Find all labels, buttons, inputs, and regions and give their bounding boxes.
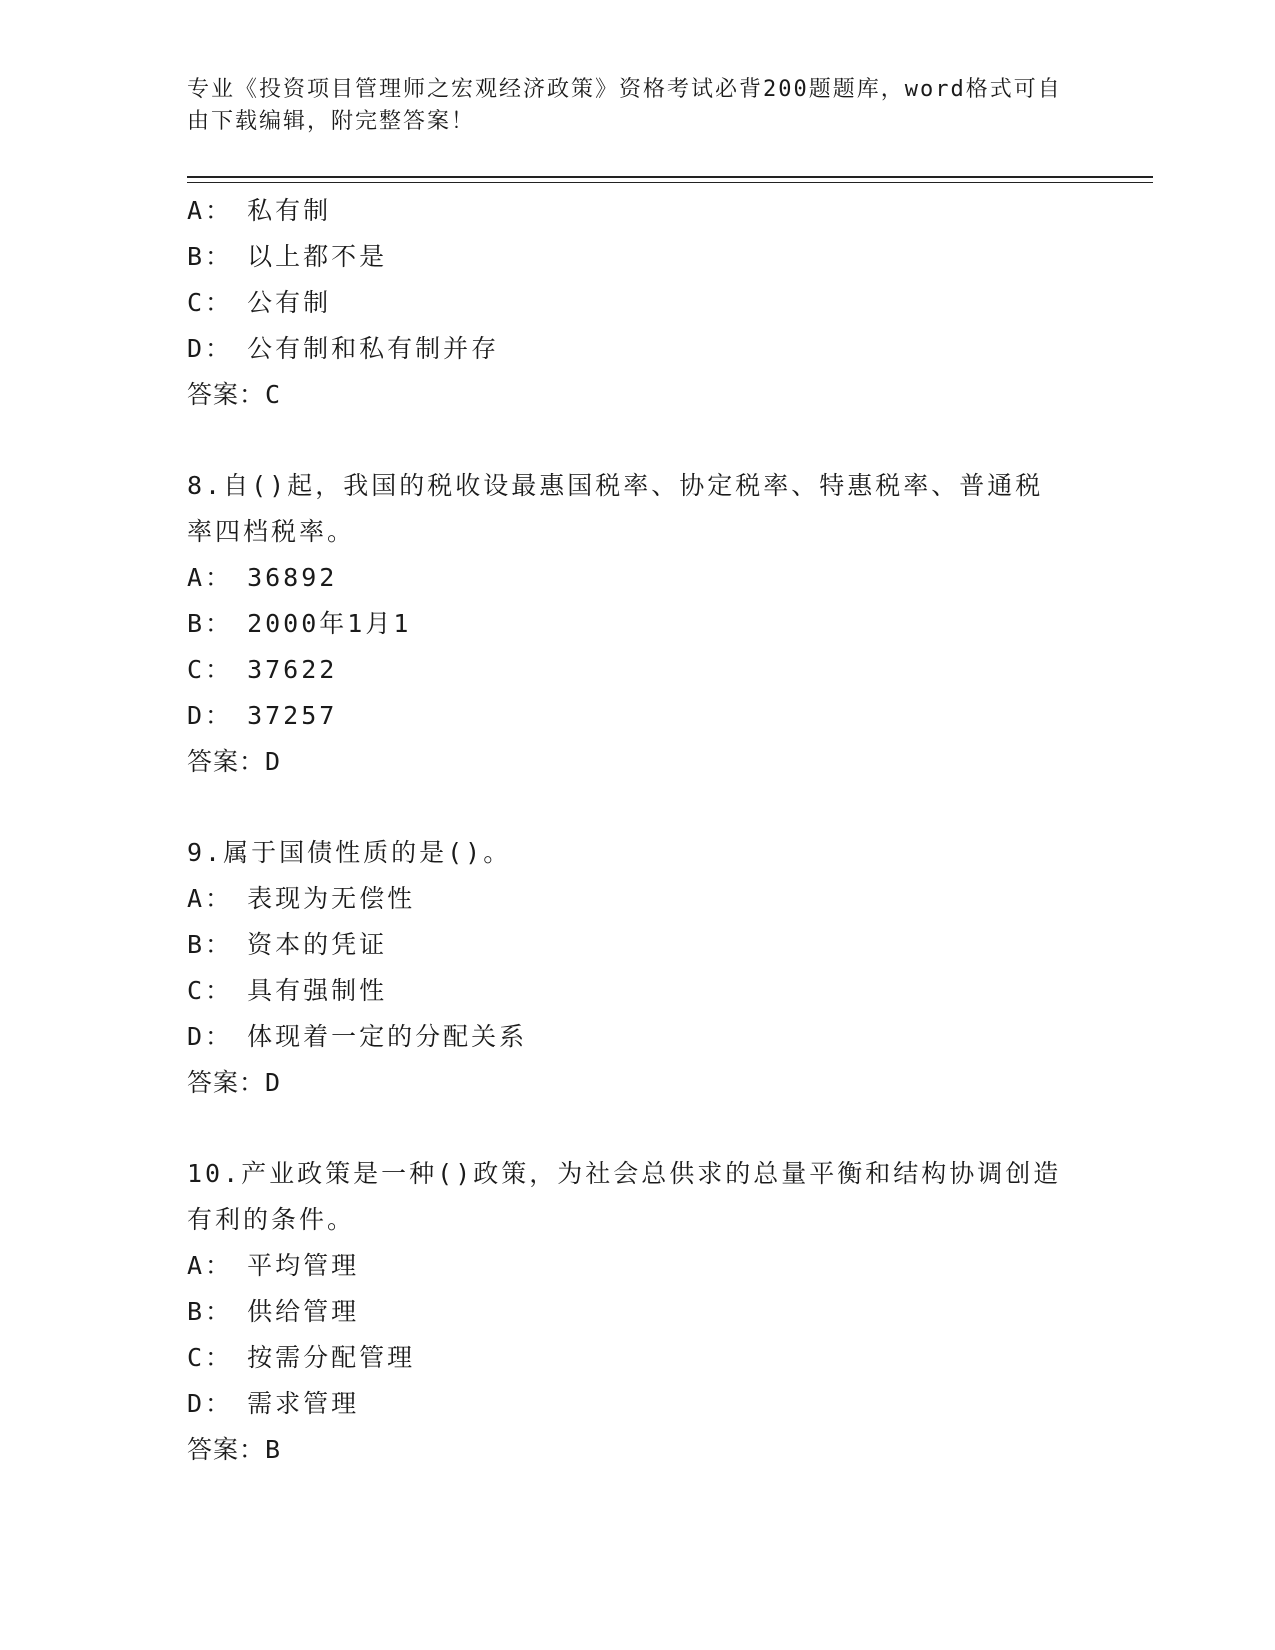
answer-line [187,1427,1087,1473]
answer-label: 答案： [187,1435,266,1464]
option-b [187,601,1087,647]
option-d [187,1014,1087,1060]
answer-value: D [265,1068,282,1097]
option-b [187,922,1087,968]
option-letter: C： [187,655,234,684]
option-text: 体现着一定的分配关系 [247,1022,528,1051]
option-d [187,693,1087,739]
option-letter: D： [187,334,234,363]
option-a [187,876,1087,922]
question-10 [187,1151,1087,1473]
option-letter: D： [187,1389,234,1418]
option-d [187,326,1087,372]
option-letter: A： [187,196,234,225]
option-letter: D： [187,1022,234,1051]
option-text: 公有制 [247,288,332,317]
answer-line [187,739,1087,785]
option-letter: A： [187,1251,234,1280]
option-text: 2000年1月1 [247,609,412,638]
option-text: 私有制 [247,196,332,225]
header-divider-thick [187,176,1153,178]
option-b [187,234,1087,280]
option-a [187,555,1087,601]
option-c [187,280,1087,326]
question-list [187,188,1087,1473]
question-stem: 8.自()起，我国的税收设最惠国税率、协定税率、特惠税率、普通税率四档税率。 [187,471,1044,546]
answer-value: C [265,380,282,409]
answer-line [187,372,1087,418]
option-letter: A： [187,884,234,913]
question-7 [187,188,1087,418]
option-a [187,1243,1087,1289]
option-text: 37622 [247,655,338,684]
option-text: 公有制和私有制并存 [247,334,500,363]
option-text: 按需分配管理 [247,1343,416,1372]
question-stem: 10.产业政策是一种()政策，为社会总供求的总量平衡和结构协调创造有利的条件。 [187,1159,1062,1234]
option-text: 平均管理 [247,1251,360,1280]
option-letter: A： [187,563,234,592]
answer-label: 答案： [187,1068,266,1097]
option-text: 需求管理 [247,1389,360,1418]
option-d [187,1381,1087,1427]
option-text: 36892 [247,563,338,592]
option-text: 表现为无偿性 [247,884,416,913]
option-text: 以上都不是 [247,242,388,271]
option-letter: B： [187,930,234,959]
option-letter: B： [187,1297,234,1326]
question-stem: 9.属于国债性质的是()。 [187,838,512,867]
option-letter: C： [187,1343,234,1372]
option-letter: B： [187,609,234,638]
answer-value: B [265,1435,282,1464]
question-9 [187,830,1087,1106]
answer-value: D [265,747,282,776]
option-text: 资本的凭证 [247,930,388,959]
option-letter: C： [187,976,234,1005]
option-c [187,968,1087,1014]
option-text: 供给管理 [247,1297,360,1326]
header-divider-thin [187,182,1153,183]
answer-label: 答案： [187,747,266,776]
option-text: 具有强制性 [247,976,388,1005]
document-header: 专业《投资项目管理师之宏观经济政策》资格考试必背200题题库，word格式可自由下载编辑，附完整答案！ [187,77,1062,134]
option-letter: D： [187,701,234,730]
option-a [187,188,1087,234]
question-8 [187,463,1087,785]
option-letter: B： [187,242,234,271]
option-letter: C： [187,288,234,317]
option-text: 37257 [247,701,338,730]
option-c [187,1335,1087,1381]
option-c [187,647,1087,693]
answer-label: 答案： [187,380,266,409]
option-b [187,1289,1087,1335]
answer-line [187,1060,1087,1106]
